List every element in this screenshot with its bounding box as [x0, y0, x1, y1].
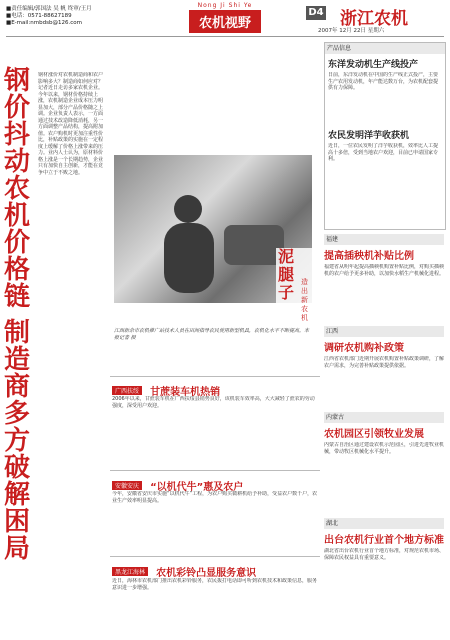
photo-machine	[224, 225, 284, 265]
photo-quote-overlay	[276, 248, 314, 358]
engine-line-body: 日前，东洋发动机在中国的生产线正式投产，主要生产农用发动机，年产能达数万台，为农机配套提供有力保障。	[328, 72, 439, 91]
lead-article-body: 钢材涨价对农机制造商和农户影响多大？制造商如何应对？记者近日走访多家农机企业。今年以来，钢材价格持续上涨，农机制造企业成本压力明显加大，部分产品价格随之上调。企业负责人表示，一方面通过技术改造降低消耗，另一方面调整产品结构，提高附加值。农户购机时更加注重性价比，补贴政策的实施在一定程度上缓解了价格上涨带来的压力。业内人士认为，原材料价格上涨是一个长期趋势，企业只有加快自主创新，才能在竞争中立于不败之地。	[38, 72, 104, 176]
anhui-tag: 安徽安庆	[112, 481, 142, 490]
fujian-title: 提高插秧机补贴比例	[324, 251, 414, 262]
hubei-tag: 湖北	[324, 518, 444, 529]
jiangxi-news	[324, 326, 444, 412]
newspaper-name: 浙江农机	[340, 9, 408, 29]
neimeng-tag: 内蒙古	[324, 412, 444, 423]
lead-vertical-title-1: 钢价抖动农机价格链	[4, 66, 31, 312]
lead-vertical-title-2: 制造商多方破解困局	[4, 318, 31, 564]
fujian-tag: 福建	[324, 234, 444, 245]
product-info-label: 产品信息	[325, 43, 445, 54]
section-title: 农机视野	[189, 10, 261, 33]
heilongjiang-body: 近日，海林市农机部门推出农机彩铃服务，农民拨打电话即可听到农机技术和政策信息，服务意识进一步增强。	[112, 578, 318, 591]
jiangxi-title: 调研农机购补政策	[324, 343, 404, 354]
neimeng-body: 内蒙古自治区通过建设农机示范园区，引进先进牧业机械，带动牧区机械化水平提升。	[324, 442, 444, 455]
product-info-box	[324, 42, 446, 230]
photo-quote-sub: 造出新农机	[301, 278, 308, 322]
issue-date: 2007年 12月 22日 星期六	[318, 28, 385, 34]
editor-line: ■责任编辑/郭国法 吴 帆 终审/王月	[6, 6, 92, 12]
photo-figure-body	[164, 223, 214, 293]
hubei-title: 出台农机行业首个地方标准	[324, 535, 444, 546]
jiangxi-body: 江西省农机部门近期开展农机购置补贴政策调研，了解农户需求，为完善补贴政策提供依据。	[324, 356, 444, 369]
jiangxi-tag: 江西	[324, 326, 444, 337]
heilongjiang-tag: 黑龙江海林	[112, 567, 148, 576]
divider-heilongjiang	[110, 556, 320, 557]
neimeng-news	[324, 412, 444, 506]
email-line: ■E-mail:nmbdsb@126.com	[6, 20, 82, 26]
photo-quote-main: 泥腿子	[278, 247, 295, 302]
section-pinyin: Nong Ji Shi Ye	[197, 2, 253, 9]
page-number-badge: D4	[306, 6, 326, 20]
header-rule	[6, 36, 444, 37]
section-masthead	[150, 2, 300, 32]
engine-line-title: 东洋发动机生产线投产	[328, 60, 419, 70]
anhui-title: “以机代牛”惠及农户	[150, 482, 244, 493]
harvester-title: 农民发明洋芋收获机	[328, 131, 410, 141]
hubei-news	[324, 518, 444, 628]
guangxi-body: 2006年以来，甘蔗装车机在广西扶绥县销势良好，该机装车效率高，大大减轻了蔗农的劳动强度，深受用户欢迎。	[112, 396, 315, 409]
photo-caption: 江西新余市农机推广站技术人员在田间指导农民使用新型机具，农机化水平不断提高。本报记者 摄	[114, 328, 310, 341]
phone-line: ■电话：0571-88627189	[6, 13, 72, 19]
harvester-body: 近日，一位农民发明了洋芋收获机，效率比人工提高十多倍，受到当地农户欢迎，目前已申请国家专利。	[328, 143, 439, 162]
neimeng-title: 农机园区引领牧业发展	[324, 429, 424, 440]
fujian-body: 福建省从明年起提高插秧机购置补贴比例，对购买插秧机的农户给予更多补助，以加快水稻生产机械化进程。	[324, 264, 444, 277]
guangxi-tag: 广西扶绥	[112, 386, 142, 395]
anhui-body: 今年，安徽省安庆市实施“以机代牛”工程，为农户购买微耕机给予补助，受益农户数千户，农业生产效率明显提高。	[112, 491, 318, 504]
hubei-body: 湖北省出台农机行业首个地方标准，对规范农机市场、保障农民权益具有重要意义。	[324, 548, 444, 561]
photo-figure-head	[174, 195, 202, 223]
fujian-news	[324, 234, 444, 328]
divider-guangxi	[110, 376, 320, 377]
heilongjiang-title: 农机彩铃凸显服务意识	[156, 568, 257, 579]
guangxi-title: 甘蔗装车机热销	[150, 387, 221, 398]
header-contacts	[6, 6, 126, 27]
divider-anhui	[110, 470, 320, 471]
